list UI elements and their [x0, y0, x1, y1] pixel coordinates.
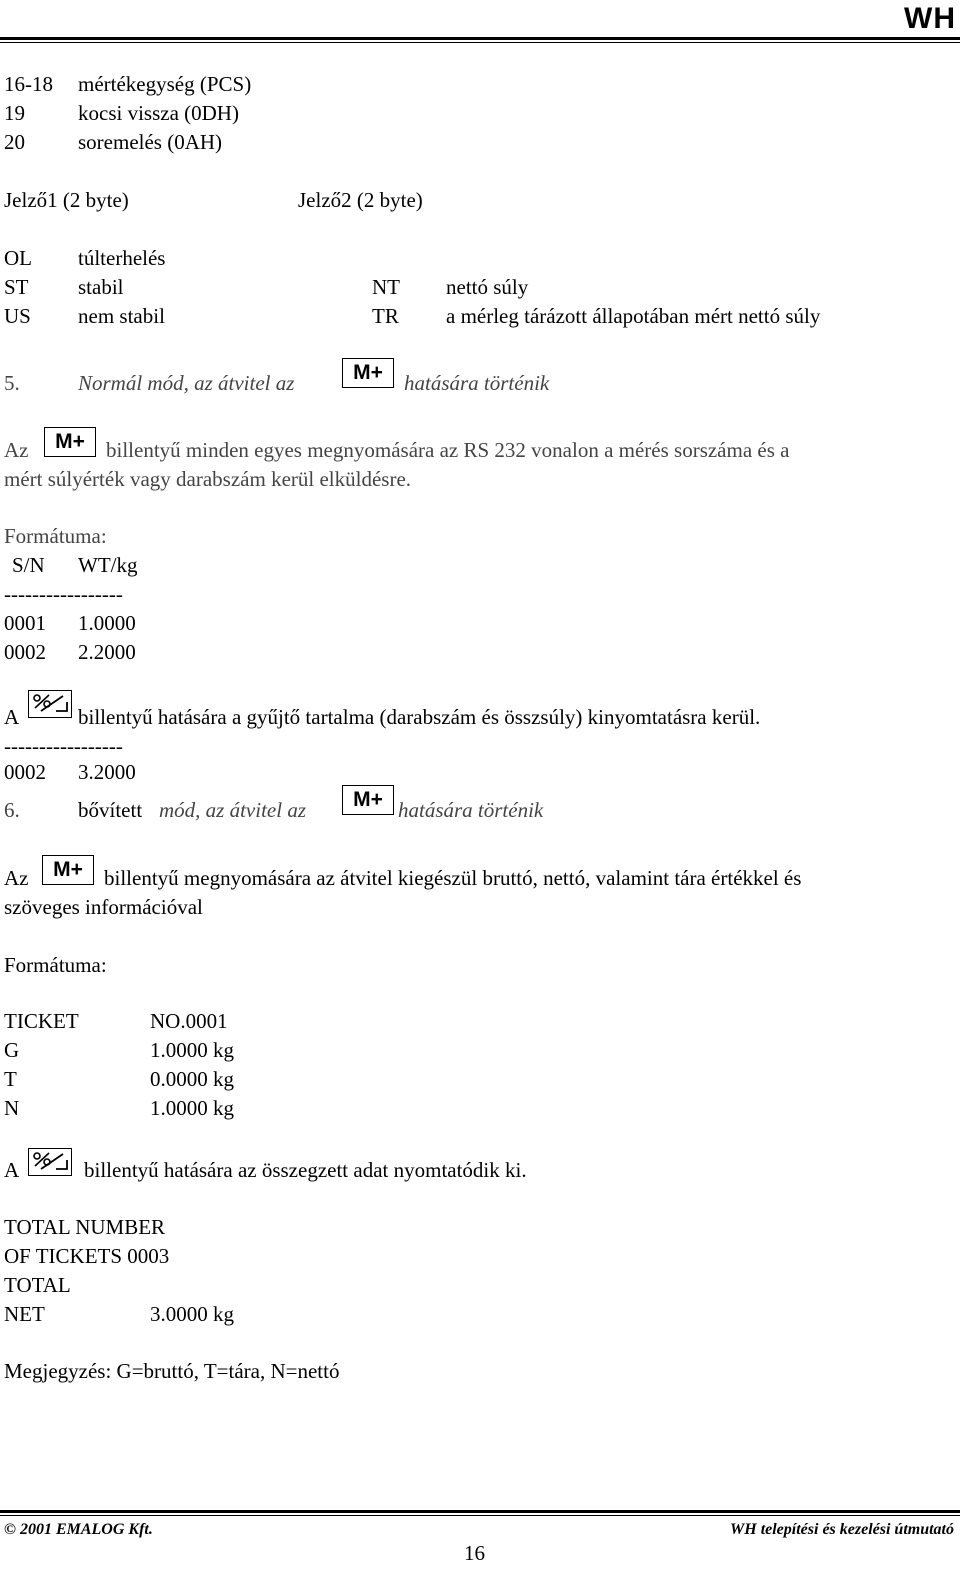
section5-title-end: hatására történik [404, 371, 550, 395]
row-sn: 0001 [4, 611, 46, 635]
m-plus-key-icon: M+ [44, 427, 96, 457]
total-sn: 0002 [4, 760, 46, 784]
row-sn: 0002 [4, 640, 46, 664]
total-wt: 3.2000 [78, 760, 136, 784]
column-header-sn: S/N [12, 553, 45, 577]
ticket-label: T [4, 1067, 17, 1091]
ticket-label: G [4, 1038, 20, 1062]
section5-para-text: billentyű minden egyes megnyomására az RS 232 vonalon a mérés sorszáma és a [106, 438, 790, 462]
section5-para-text: mért súlyérték vagy darabszám kerül elküldésre. [4, 467, 412, 491]
summary-line: TOTAL NUMBER [4, 1215, 166, 1239]
separator-dashes: ----------------- [4, 582, 123, 606]
document-header-title: WH [904, 2, 956, 35]
section6-number: 6. [4, 798, 20, 822]
ticket-value: NO.0001 [150, 1009, 228, 1033]
m-plus-key-icon: M+ [342, 785, 394, 815]
flag-code: NT [372, 275, 400, 299]
footer-rule [0, 1510, 960, 1513]
section6-title-end: hatására történik [398, 798, 544, 822]
section5-number: 5. [4, 371, 20, 395]
row-wt: 1.0000 [78, 611, 136, 635]
print-key-icon [28, 1148, 72, 1176]
ticket-label: N [4, 1096, 20, 1120]
m-plus-key-icon: M+ [42, 855, 94, 885]
list-item-desc: mértékegység (PCS) [78, 72, 252, 96]
row-wt: 2.2000 [78, 640, 136, 664]
print-para-text: billentyű hatására az összegzett adat nyomtatódik ki. [84, 1158, 527, 1182]
summary-line: OF TICKETS 0003 [4, 1244, 170, 1268]
separator-dashes: ----------------- [4, 734, 123, 758]
section6-para-text: szöveges információval [4, 895, 203, 919]
print-para-text: billentyű hatására a gyűjtő tartalma (darabszám és összsúly) kinyomtatásra kerül. [78, 705, 761, 729]
list-item-code: 19 [4, 101, 25, 125]
flag1-label: Jelző1 (2 byte) [4, 188, 129, 212]
m-plus-key-icon: M+ [342, 358, 394, 388]
section6-para-text: billentyű megnyomására az átvitel kiegészül bruttó, nettó, valamint tára értékkel és [104, 866, 802, 890]
footer-rule-thin [0, 1515, 960, 1516]
list-item-code: 16-18 [4, 72, 53, 96]
section6-format-label: Formátuma: [4, 953, 107, 977]
flag-desc: nem stabil [78, 304, 165, 328]
list-item-desc: soremelés (0AH) [78, 130, 223, 154]
section6-title: mód, az átvitel az [159, 798, 306, 822]
ticket-value: 0.0000 kg [150, 1067, 234, 1091]
flag2-label: Jelző2 (2 byte) [298, 188, 423, 212]
print-para-start: A [4, 705, 20, 729]
ticket-value: 1.0000 kg [150, 1096, 234, 1120]
flag-desc: nettó súly [446, 275, 529, 299]
flag-desc: a mérleg tárázott állapotában mért nettó súly [446, 304, 821, 328]
net-label: NET [4, 1302, 45, 1326]
flag-code: OL [4, 246, 32, 270]
section6-para-start: Az [4, 866, 29, 890]
flag-code: TR [372, 304, 399, 328]
net-value: 3.0000 kg [150, 1302, 234, 1326]
summary-line: TOTAL [4, 1273, 71, 1297]
list-item-desc: kocsi vissza (0DH) [78, 101, 239, 125]
section5-format-label: Formátuma: [4, 524, 107, 548]
flag-code: ST [4, 275, 29, 299]
header-rule-thin [0, 42, 960, 43]
footer-manual-title: WH telepítési és kezelési útmutató [730, 1521, 954, 1538]
ticket-label: TICKET [4, 1009, 79, 1033]
section6-title-bold-word: bővített [78, 798, 143, 822]
section5-title: Normál mód, az átvitel az [78, 371, 295, 395]
flag-desc: stabil [78, 275, 124, 299]
section5-para-start: Az [4, 438, 29, 462]
print-para-start: A [4, 1158, 20, 1182]
print-key-icon [28, 690, 72, 718]
flag-code: US [4, 304, 31, 328]
note-text: Megjegyzés: G=bruttó, T=tára, N=nettó [4, 1359, 340, 1383]
header-rule [0, 37, 960, 40]
page-number: 16 [464, 1541, 485, 1565]
flag-desc: túlterhelés [78, 246, 166, 270]
footer-copyright: © 2001 EMALOG Kft. [4, 1521, 153, 1538]
column-header-wt: WT/kg [78, 553, 138, 577]
list-item-code: 20 [4, 130, 25, 154]
ticket-value: 1.0000 kg [150, 1038, 234, 1062]
